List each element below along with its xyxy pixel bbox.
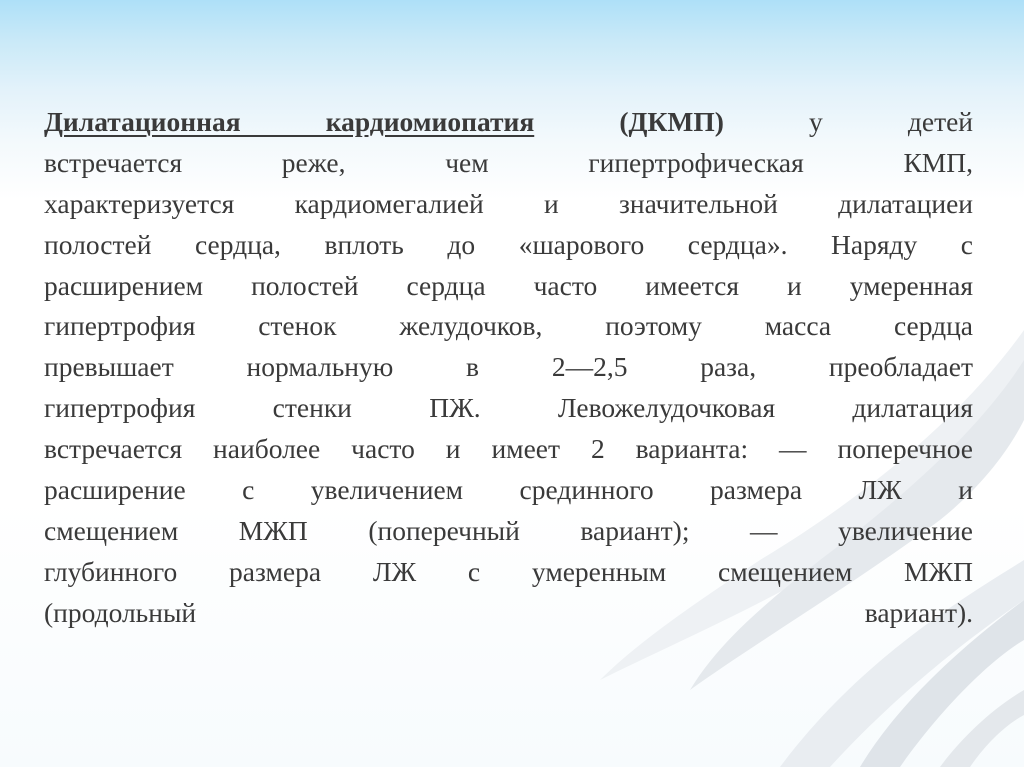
abbr-dkmp: (ДКМП) bbox=[619, 106, 724, 137]
text-line-13: (продольный вариант). bbox=[44, 596, 973, 628]
text-line-5: расширением полостей сердца часто имеется и умеренная bbox=[44, 269, 973, 301]
text-line-12: глубинного размера ЛЖ с умеренным смещением МЖП bbox=[44, 555, 973, 587]
text-line-9: встречается наиболее часто и имеет 2 варианта: — поперечное bbox=[44, 433, 973, 465]
text-line-4: полостей сердца, вплоть до «шарового сердца». Наряду с bbox=[44, 228, 973, 260]
text-line-3: характеризуется кардиомегалией и значительной дилатациеи bbox=[44, 187, 973, 219]
text-line-7: превышает нормальную в 2—2,5 раза, преобладает bbox=[44, 351, 973, 383]
slide-paragraph bbox=[44, 102, 973, 634]
text-line-11: смещением МЖП (поперечный вариант); — увеличение bbox=[44, 514, 973, 546]
text-line-10: расширение с увеличением срединного размера ЛЖ и bbox=[44, 474, 973, 506]
first-line-rest: у детей bbox=[809, 106, 974, 137]
term-dkmp: Дилатационная кардиомиопатия bbox=[44, 106, 535, 137]
text-line-6: гипертрофия стенок желудочков, поэтому масса сердца bbox=[44, 310, 973, 342]
text-line-1 bbox=[44, 102, 973, 143]
text-line-2: встречается реже, чем гипертрофическая КМП, bbox=[44, 146, 973, 178]
text-line-8: гипертрофия стенки ПЖ. Левожелудочковая дилатация bbox=[44, 392, 973, 424]
